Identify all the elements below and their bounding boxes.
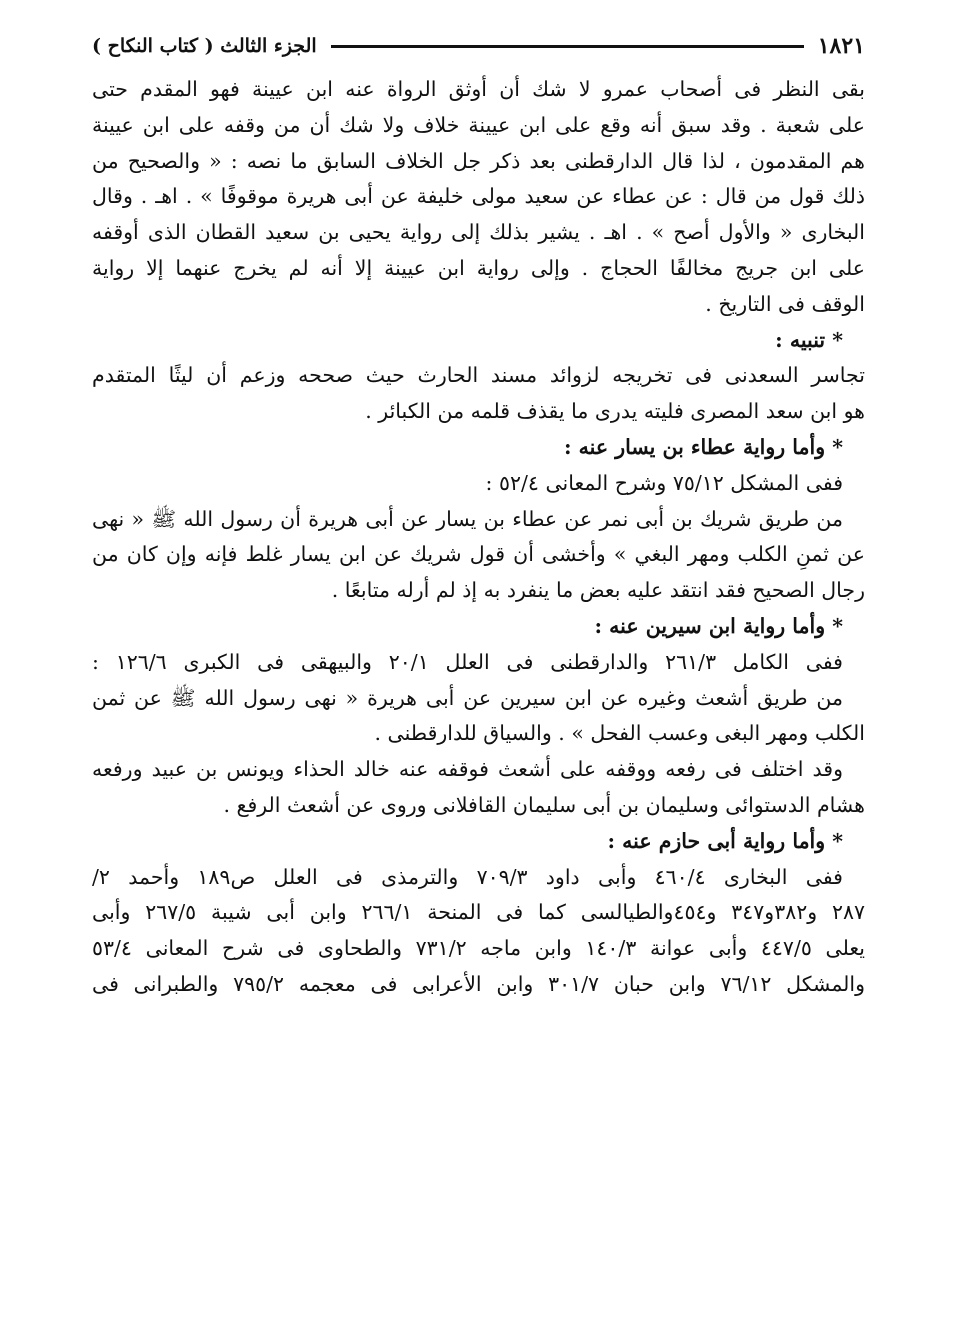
text-line: بقى النظر فى أصحاب عمرو لا شك أن أوثق الرواة عنه ابن عيينة فهو المقدم حتى [92, 77, 865, 101]
text-line: وقد اختلف فى رفعه ووقفه على أشعث فوقفه عنه خالد الحذاء ويونس بن عبيد ورفعه [92, 757, 843, 782]
text-line: عن ثمنِ الكلب ومهر البغي » وأخشى أن قول شريك عن ابن يسار غلط فإنه وإن كان من [92, 542, 865, 567]
text-line: على شعبة . وقد سبق أنه وقع على ابن عيينة خلاف ولا شك أن من وقفه على ابن عيينة [92, 112, 865, 137]
text-line: ففى المشكل ٧٥/١٢ وشرح المعانى ٥٢/٤ : [485, 470, 843, 495]
page-number: ١٨٢١ [817, 33, 865, 59]
text-line: على ابن جريج مخالفًا الحجاج . وإلى رواية ابن عيينة إلا أنه لم يخرج عنهما إلا رواية [92, 255, 865, 280]
text-line: هم المقدمون ، لذا قال الدارقطنى بعد ذكر جل الخلاف السابق ما نصه : « والصحيح من [92, 148, 865, 173]
text-line: من طريق شريك بن أبى نمر عن عطاء بن يسار عن أبى هريرة أن رسول الله ﷺ « نهى [92, 506, 843, 531]
text-line: ففى البخارى ٤٦٠/٤ وأبى داود ٧٠٩/٣ والترمذى فى العلل ص١٨٩ وأحمد ٢/ [92, 864, 843, 889]
text-line: ٢٨٧ و٣٨٢و٣٤٧ و٤٥٤والطيالسى كما فى المنحة ٢٦٦/١ وابن أبى شيبة ٢٦٧/٥ وأبى [92, 900, 865, 925]
page-body-text [92, 72, 865, 1003]
section-heading: * تنبيه : [775, 327, 843, 352]
text-line: يعلى ٤٤٧/٥ وأبى عوانة ١٤٠/٣ وابن ماجه ٧٣١/٢ والطحاوى فى شرح المعانى ٥٣/٤ [92, 936, 865, 961]
header-rule [331, 45, 804, 48]
text-line: تجاسر السعدنى فى تخريجه لزوائد مسند الحارث حيث صححه وزعم أن ليثًا المتقدم [92, 363, 865, 388]
text-line: الوقف فى التاريخ . [705, 291, 865, 316]
text-line: هشام الدستوائى وسليمان بن أبى سليمان القافلانى وروى عن أشعث الرفع . [223, 792, 865, 817]
text-line: الكلب ومهر البغى وعسب الفحل » . والسياق للدارقطنى . [374, 721, 865, 746]
section-heading: * وأما رواية أبى حازم عنه : [607, 828, 843, 853]
text-line: من طريق أشعث وغيره عن ابن سيرين عن أبى هريرة « نهى رسول الله ﷺ عن ثمن [92, 685, 843, 710]
page-header [92, 26, 865, 66]
text-line: هو ابن سعد المصرى فليته يدرى ما يقذف قلمه من الكبائر . [365, 399, 865, 424]
section-heading: * وأما رواية عطاء بن يسار عنه : [563, 434, 843, 459]
text-line: البخارى « والأول أصح » . اهـ . يشير بذلك إلى رواية يحيى بن سعيد القطان الذى أوقفه [92, 220, 865, 245]
section-heading: * وأما رواية ابن سيرين عنه : [594, 613, 843, 638]
running-title: الجزء الثالث ( كتاب النكاح ) [92, 35, 317, 57]
text-line: والمشكل ٧٦/١٢ وابن حبان ٣٠١/٧ وابن الأعرابى فى معجمه ٧٩٥/٢ والطبرانى فى [92, 971, 865, 996]
text-line: ففى الكامل ٢٦١/٣ والدارقطنى فى العلل ٢٠/١ والبيهقى فى الكبرى ١٢٦/٦ : [92, 649, 843, 674]
text-line: رجال الصحيح فقد انتقد عليه بعض ما ينفرد به إذ لم أرله متابعًا . [331, 578, 865, 603]
text-line: ذلك قول من قال : عن عطاء عن سعيد مولى خليفة عن أبى هريرة موقوفًا » . اهـ . وقال [92, 184, 865, 209]
